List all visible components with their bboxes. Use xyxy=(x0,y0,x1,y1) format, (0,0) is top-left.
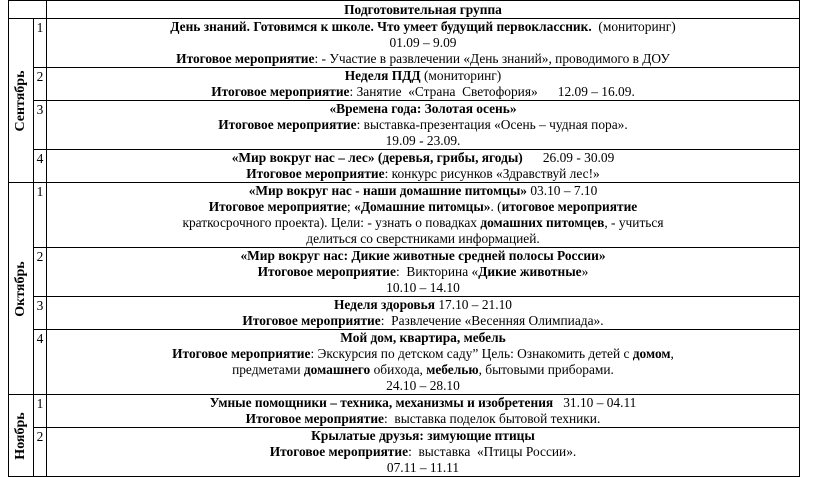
table-row xyxy=(9,248,800,297)
text: обихода, xyxy=(370,362,427,377)
bold-text: Неделя ПДД xyxy=(344,68,421,83)
row-number: 2 xyxy=(34,68,47,101)
month-cell-october xyxy=(9,183,34,395)
bold-text: «Мир вокруг нас: Дикие животные средней полосы России» xyxy=(240,248,606,263)
content-line xyxy=(47,264,799,280)
text: 26.09 - 30.09 xyxy=(522,150,615,165)
content-line xyxy=(47,297,799,313)
row-content xyxy=(47,19,800,68)
text: : конкурс рисунков «Здравствуй лес!» xyxy=(384,166,600,181)
content-line xyxy=(47,19,799,35)
bold-text: Итоговое мероприятие xyxy=(208,199,348,214)
content-line xyxy=(47,84,799,100)
table-row xyxy=(9,19,800,68)
bold-text: «Мир вокруг нас - наши домашние питомцы» xyxy=(248,183,527,198)
bold-text: Итоговое мероприятие xyxy=(246,166,385,181)
text: , xyxy=(670,346,674,361)
content-line xyxy=(47,133,799,149)
text: : выставка «Птицы России». xyxy=(408,444,577,459)
text: 01.09 – 9.09 xyxy=(389,35,457,50)
bold-text: «Мир вокруг нас – лес» (деревья, грибы, ягоды) xyxy=(231,150,523,165)
row-number: 3 xyxy=(34,101,47,150)
text: , бытовыми приборами. xyxy=(478,362,614,377)
bold-text: домом xyxy=(632,346,671,361)
content-line xyxy=(47,280,799,296)
bold-text: домашних питомцев xyxy=(480,215,605,230)
row-number: 2 xyxy=(34,428,47,477)
text: 24.10 – 28.10 xyxy=(386,378,460,393)
text: » xyxy=(581,264,589,279)
bold-text: Итоговое мероприятие xyxy=(176,51,315,66)
text: : выставка поделок бытовой техники. xyxy=(384,411,601,426)
text: 07.11 – 11.11 xyxy=(386,460,460,475)
bold-text: Итоговое мероприятие xyxy=(257,264,396,279)
month-label: Ноябрь xyxy=(13,411,28,460)
text: : Экскурсия по детском саду” Цель: Ознакомить детей с xyxy=(310,346,633,361)
row-content xyxy=(47,297,800,330)
table-row xyxy=(9,183,800,248)
bold-text: Итоговое мероприятие xyxy=(218,117,357,132)
bold-text: «Домашние питомцы» xyxy=(354,199,491,214)
bold-text: Мой дом, квартира, мебель xyxy=(340,330,506,345)
content-line xyxy=(47,199,799,215)
content-line xyxy=(47,346,799,362)
bold-text: домашнего xyxy=(303,362,371,377)
text: : - Участие в развлечении «День знаний», проводимого в ДОУ xyxy=(314,51,670,66)
content-line xyxy=(47,313,799,329)
bold-text: итоговое мероприятие xyxy=(501,199,638,214)
bold-text: «Времена года: Золотая осень» xyxy=(329,101,517,116)
text: , - учиться xyxy=(604,215,664,230)
content-line xyxy=(47,411,799,427)
content-line xyxy=(47,166,799,182)
header-empty-cell xyxy=(9,1,47,19)
text: : Развлечение «Весенняя Олимпиада». xyxy=(380,313,604,328)
table-row xyxy=(9,395,800,428)
content-line xyxy=(47,150,799,166)
content-line xyxy=(47,231,799,247)
table-row xyxy=(9,297,800,330)
text: (мониторинг) xyxy=(591,19,676,34)
content-line xyxy=(47,183,799,199)
month-cell-november xyxy=(9,395,34,477)
row-content xyxy=(47,101,800,150)
header-row xyxy=(9,1,800,19)
text: 31.10 – 04.11 xyxy=(553,395,637,410)
bold-text: Итоговое мероприятие xyxy=(245,411,384,426)
content-line xyxy=(47,248,799,264)
content-line xyxy=(47,362,799,378)
text: : выставка-презентация «Осень – чудная пора». xyxy=(356,117,628,132)
content-line xyxy=(47,35,799,51)
row-content xyxy=(47,68,800,101)
text: 10.10 – 14.10 xyxy=(386,280,460,295)
month-cell-september xyxy=(9,19,34,183)
table-row xyxy=(9,428,800,477)
row-content xyxy=(47,330,800,395)
content-line xyxy=(47,460,799,476)
bold-text: Итоговое мероприятие xyxy=(172,346,311,361)
month-label: Октябрь xyxy=(13,260,28,317)
row-number: 1 xyxy=(34,19,47,68)
text: 17.10 – 21.10 xyxy=(434,297,512,312)
content-line xyxy=(47,395,799,411)
bold-text: День знаний. Готовимся к школе. Что умеет будущий первоклассник. xyxy=(170,19,592,34)
text: делиться со сверстниками информацией. xyxy=(306,231,540,246)
text: : Викторина « xyxy=(395,264,479,279)
plan-table xyxy=(8,0,800,477)
content-line xyxy=(47,117,799,133)
bold-text: Дикие животные xyxy=(478,264,582,279)
row-number: 1 xyxy=(34,183,47,248)
table-row xyxy=(9,101,800,150)
text: предметами xyxy=(232,362,304,377)
bold-text: Умные помощники – техника, механизмы и изобретения xyxy=(209,395,554,410)
text: (мониторинг) xyxy=(420,68,502,83)
group-title: Подготовительная группа xyxy=(47,1,800,19)
text: 19.09 - 23.09. xyxy=(385,133,461,148)
row-content xyxy=(47,150,800,183)
table-row xyxy=(9,330,800,395)
text: краткосрочного проекта). Цели: - узнать о повадках xyxy=(182,215,481,230)
content-line xyxy=(47,444,799,460)
content-line xyxy=(47,68,799,84)
row-number: 3 xyxy=(34,297,47,330)
bold-text: Итоговое мероприятие xyxy=(242,313,381,328)
row-number: 2 xyxy=(34,248,47,297)
bold-text: Итоговое мероприятие xyxy=(211,84,350,99)
content-line xyxy=(47,101,799,117)
month-label: Сентябрь xyxy=(13,69,28,132)
bold-text: Крылатые друзья: зимующие птицы xyxy=(311,428,535,443)
row-content xyxy=(47,395,800,428)
row-content xyxy=(47,248,800,297)
row-content xyxy=(47,428,800,477)
row-content xyxy=(47,183,800,248)
text: 03.10 – 7.10 xyxy=(527,183,598,198)
table-row xyxy=(9,150,800,183)
content-line xyxy=(47,428,799,444)
bold-text: мебелью xyxy=(426,362,479,377)
content-line xyxy=(47,330,799,346)
row-number: 1 xyxy=(34,395,47,428)
bold-text: Итоговое мероприятие xyxy=(269,444,409,459)
text: : Занятие «Страна Светофория» 12.09 – 16.09. xyxy=(349,84,635,99)
bold-text: Неделя здоровья xyxy=(334,297,435,312)
row-number: 4 xyxy=(34,150,47,183)
content-line xyxy=(47,51,799,67)
row-number: 4 xyxy=(34,330,47,395)
table-row xyxy=(9,68,800,101)
text: . ( xyxy=(490,199,502,214)
content-line xyxy=(47,378,799,394)
text: ; xyxy=(347,199,355,214)
content-line xyxy=(47,215,799,231)
